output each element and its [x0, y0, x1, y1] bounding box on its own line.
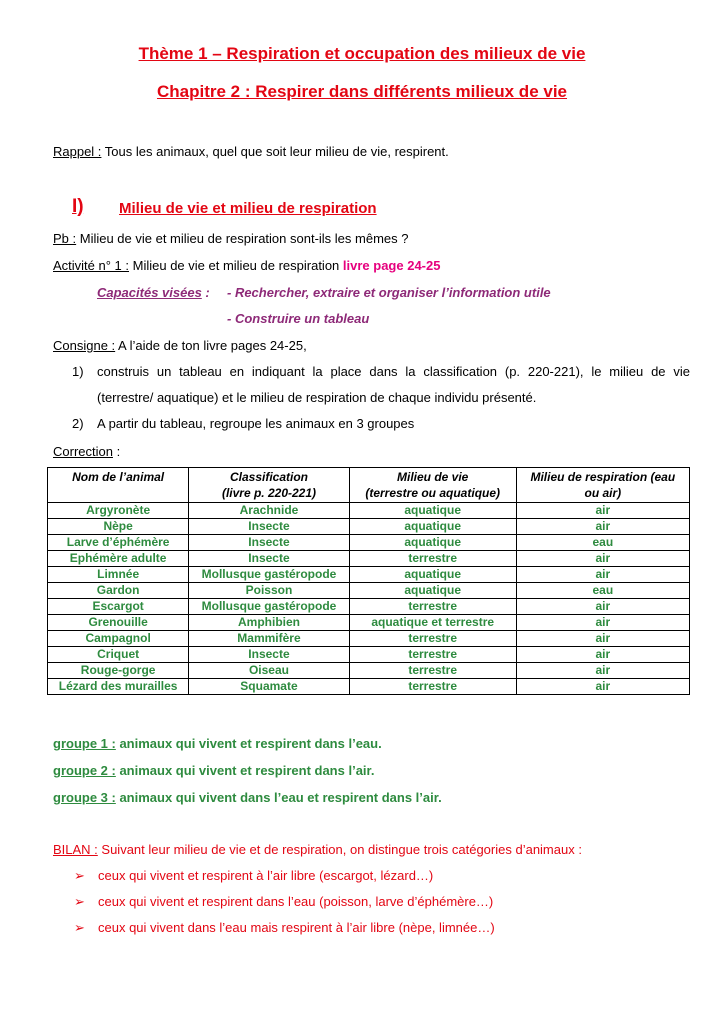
groupe-2 [53, 763, 375, 779]
consigne-item-number: 1) [72, 364, 84, 379]
bilan-item: ceux qui vivent et respirent à l’air libre (escargot, lézard…) [98, 868, 434, 883]
table-header-cell: Milieu de vie (terrestre ou aquatique) [349, 468, 516, 503]
table-cell: Insecte [189, 647, 350, 663]
table-cell: Campagnol [48, 631, 189, 647]
table-cell: Arachnide [189, 503, 350, 519]
table-cell: aquatique [349, 567, 516, 583]
table-row [48, 567, 690, 583]
table-cell: air [516, 647, 689, 663]
table-cell: Squamate [189, 679, 350, 695]
table-cell: Limnée [48, 567, 189, 583]
pb-label: Pb : [53, 231, 77, 246]
table-cell: Gardon [48, 583, 189, 599]
table-row [48, 631, 690, 647]
capacite-item-2: - Construire un tableau [227, 311, 370, 326]
section-number: I) [72, 196, 84, 217]
pb-text: Milieu de vie et milieu de respiration sont-ils les mêmes ? [76, 231, 409, 246]
table-cell: eau [516, 535, 689, 551]
consigne-item-2 [72, 411, 690, 437]
bilan-item: ceux qui vivent et respirent dans l’eau (poisson, larve d’éphémère…) [98, 894, 494, 909]
table-cell: Escargot [48, 599, 189, 615]
table-cell: terrestre [349, 551, 516, 567]
table-cell: terrestre [349, 599, 516, 615]
table-row [48, 679, 690, 695]
table-cell: Poisson [189, 583, 350, 599]
table-cell: air [516, 663, 689, 679]
capacites-label: Capacités visées [97, 285, 202, 300]
table-cell: Rouge-gorge [48, 663, 189, 679]
bilan-item: ceux qui vivent dans l’eau mais respirent à l’air libre (nèpe, limnée…) [98, 920, 495, 935]
arrow-bullet-icon: ➢ [74, 920, 85, 935]
groupe-3 [53, 790, 442, 806]
table-cell: Grenouille [48, 615, 189, 631]
table-cell: Insecte [189, 535, 350, 551]
groupe-label: groupe 1 : [53, 736, 116, 751]
table-cell: terrestre [349, 663, 516, 679]
bilan-text: Suivant leur milieu de vie et de respiration, on distingue trois catégories d’animaux : [97, 842, 582, 857]
table-cell: Mammifère [189, 631, 350, 647]
table-cell: eau [516, 583, 689, 599]
pb-line [53, 231, 408, 247]
table-row [48, 615, 690, 631]
table-row [48, 535, 690, 551]
table-cell: Insecte [189, 551, 350, 567]
groupe-1 [53, 736, 382, 752]
table-row [48, 599, 690, 615]
table-cell: Oiseau [189, 663, 350, 679]
rappel-label: Rappel : [53, 144, 102, 159]
activite-text: Milieu de vie et milieu de respiration [129, 258, 343, 273]
table-cell: air [516, 615, 689, 631]
activite-label: Activité n° 1 : [53, 258, 130, 273]
table-cell: Mollusque gastéropode [189, 567, 350, 583]
consigne-line [53, 338, 307, 354]
consigne-text: A l’aide de ton livre pages 24-25, [115, 338, 307, 353]
table-cell: Larve d’éphémère [48, 535, 189, 551]
rappel-text: Tous les animaux, quel que soit leur milieu de vie, respirent. [101, 144, 449, 159]
table-cell: aquatique [349, 583, 516, 599]
groupe-text: animaux qui vivent et respirent dans l’eau. [115, 736, 382, 751]
capacites-line [97, 285, 210, 301]
consigne-item-line: (terrestre/ aquatique) et le milieu de respiration de chaque individu présenté. [97, 390, 537, 405]
table-cell: air [516, 631, 689, 647]
table-cell: Argyronète [48, 503, 189, 519]
consigne-item-number: 2) [72, 416, 84, 431]
consigne-item-1 [72, 359, 690, 411]
chapter-title: Chapitre 2 : Respirer dans différents milieux de vie [156, 82, 568, 101]
groupe-text: animaux qui vivent et respirent dans l’air. [115, 763, 375, 778]
table-cell: Nèpe [48, 519, 189, 535]
groupe-label: groupe 2 : [53, 763, 116, 778]
table-row [48, 583, 690, 599]
activite-line [53, 258, 440, 274]
bilan-line [53, 842, 582, 858]
table-cell: Insecte [189, 519, 350, 535]
table-row [48, 551, 690, 567]
section-title: Milieu de vie et milieu de respiration [119, 200, 377, 217]
table-cell: Ephémère adulte [48, 551, 189, 567]
table-cell: air [516, 679, 689, 695]
table-cell: air [516, 567, 689, 583]
correction-table [47, 467, 690, 695]
table-header-cell: Nom de l’animal [48, 468, 189, 503]
table-cell: air [516, 551, 689, 567]
consigne-item-line: A partir du tableau, regroupe les animaux en 3 groupes [97, 416, 415, 431]
table-row [48, 503, 690, 519]
correction-label: Correction [53, 444, 113, 459]
table-cell: Criquet [48, 647, 189, 663]
table-cell: aquatique [349, 503, 516, 519]
bilan-label: BILAN : [53, 842, 98, 857]
table-cell: terrestre [349, 631, 516, 647]
table-cell: terrestre [349, 679, 516, 695]
activite-ref: livre page 24-25 [342, 258, 441, 273]
table-cell: terrestre [349, 647, 516, 663]
theme-title: Thème 1 – Respiration et occupation des milieux de vie [138, 44, 586, 63]
consigne-label: Consigne : [53, 338, 116, 353]
table-cell: aquatique et terrestre [349, 615, 516, 631]
arrow-bullet-icon: ➢ [74, 868, 85, 883]
table-cell: air [516, 503, 689, 519]
table-cell: air [516, 519, 689, 535]
table-cell: aquatique [349, 519, 516, 535]
table-cell: aquatique [349, 535, 516, 551]
table-row [48, 663, 690, 679]
table-header-row [48, 468, 690, 503]
table-cell: air [516, 599, 689, 615]
correction-line [53, 444, 120, 460]
arrow-bullet-icon: ➢ [74, 894, 85, 909]
table-row [48, 647, 690, 663]
table-cell: Lézard des murailles [48, 679, 189, 695]
table-header-cell: Milieu de respiration (eau ou air) [516, 468, 689, 503]
table-cell: Mollusque gastéropode [189, 599, 350, 615]
rappel-line [53, 144, 449, 160]
consigne-item-line: construis un tableau en indiquant la place dans la classification (p. 220-221), le milieu de vie [97, 364, 690, 379]
table-row [48, 519, 690, 535]
capacite-item-1: - Rechercher, extraire et organiser l’information utile [227, 285, 551, 300]
table-header-cell: Classification (livre p. 220-221) [189, 468, 350, 503]
groupe-text: animaux qui vivent dans l’eau et respirent dans l’air. [115, 790, 442, 805]
table-cell: Amphibien [189, 615, 350, 631]
capacites-colon: : [201, 285, 210, 300]
groupe-label: groupe 3 : [53, 790, 116, 805]
correction-colon: : [112, 444, 121, 459]
